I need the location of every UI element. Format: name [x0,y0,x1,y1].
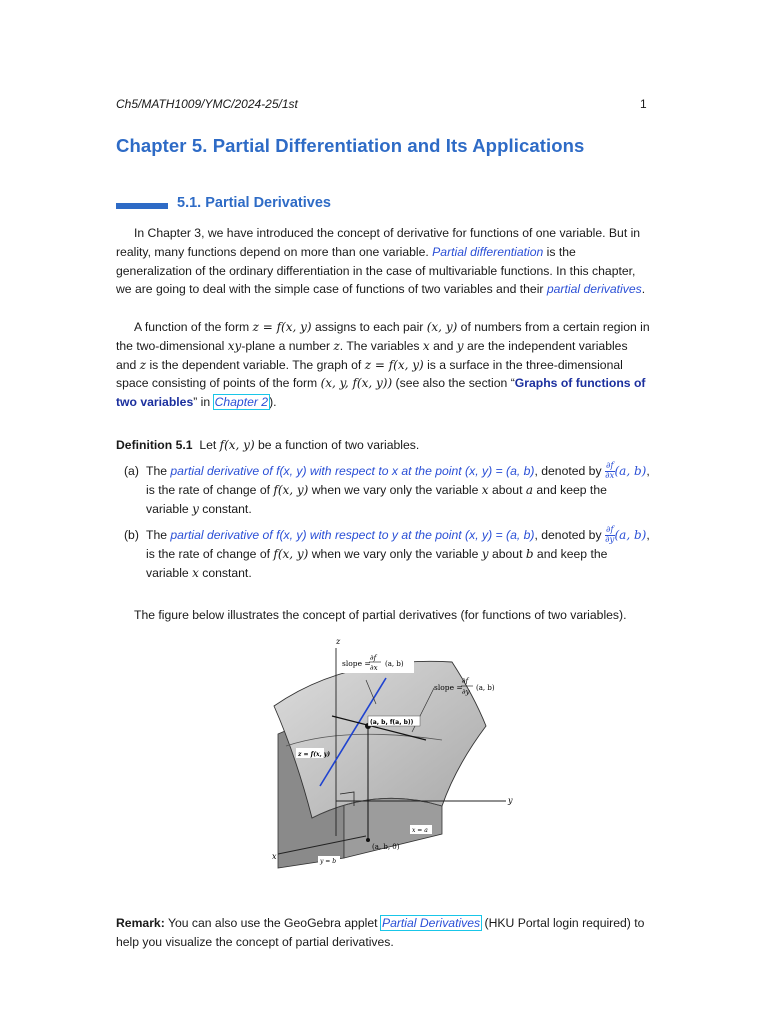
math-expr: (x, y) [426,320,458,334]
svg-text:(a, b): (a, b) [385,660,404,668]
partial-y-fraction: $\frac{\partial f}{\partial y}$ [605,525,615,546]
plane-y-b-label [318,856,340,865]
text-run: about [488,547,526,562]
math-expr: z [139,357,147,372]
text-run: is the generalization of the ordinary differentiation in the case of multivariable functions. In this chapter, we are going to deal with the simple case of functions of two variables and their [116,244,636,297]
math-expr: f(x, y) [219,438,255,452]
text-run: , is the rate of change of [146,528,650,562]
math-expr: x [481,483,489,498]
intro-paragraph [116,224,650,299]
text-run: be a function of two variables. [254,438,420,452]
text-run: about [488,483,526,498]
partial-differentiation-link[interactable]: Partial differentiation [432,244,544,259]
point-label [368,716,420,726]
graphs-section-link[interactable]: Graphs of functions of two variables [116,376,646,410]
svg-text:∂f: ∂f [370,654,377,662]
text-run: and keep the variable [146,483,607,517]
page-number: 1 [640,97,647,111]
text-run: The [146,464,171,478]
text-run: constant. [198,566,252,581]
definition-item-b [124,526,650,583]
math-expr: y [456,338,464,353]
svg-text:y = b: y = b [320,858,337,865]
math-expr: (a, b) [614,464,647,478]
text-run: when we vary only the variable [308,483,482,498]
text-run: of numbers from a certain region in the two-dimensional [116,320,650,353]
text-run: , denoted by [534,528,605,542]
math-expr: (x, y, f(x, y)) [320,376,393,391]
text-run: In Chapter 3, we have introduced the concept of derivative for functions of one variable. But in reality, many functions depend on more than one variable. [116,226,641,259]
text-run: . The variables [339,338,423,353]
plane-x-a-label [410,825,432,834]
chapter-title: Chapter 5. Partial Differentiation and Its Applications [116,135,585,156]
text-run: when we vary only the variable [308,547,482,562]
definition-item-a [124,462,650,519]
text-run: , is the rate of change of [146,464,650,498]
item-label: (b) [124,528,139,542]
partial-derivative-x-link[interactable]: partial derivative of f(x, y) with respect to x at the point (x, y) = (a, b) [170,464,535,478]
partial-derivatives-link[interactable]: partial derivatives [546,282,642,297]
math-expr: (a, b) [614,528,647,542]
text-run: is a surface in the three-dimensional space consisting of points of the form [116,357,623,391]
svg-text:∂y: ∂y [462,688,470,696]
item-label: (a) [124,464,139,478]
remark-paragraph [116,914,656,952]
math-expr: y [192,502,199,517]
text-run: Let [199,438,220,452]
math-expr: f(x, y) [273,483,309,498]
definition-label: Definition 5.1 [116,438,193,452]
geogebra-applet-link[interactable]: Partial Derivatives [381,916,481,930]
figure-intro-text: The figure below illustrates the concept of partial derivatives (for functions of two variables). [134,608,627,622]
text-run: A function of the form [134,320,253,334]
svg-text:slope =: slope = [342,659,371,668]
section-marker-bar [116,203,168,209]
text-run: The [146,528,171,542]
chapter-2-link[interactable]: Chapter 2 [214,395,269,410]
math-expr: z = f(x, y) [364,357,424,372]
function-paragraph [116,318,650,412]
section-title: 5.1. Partial Derivatives [177,195,331,211]
text-run: -plane a number [241,338,334,353]
base-point-label: (a, b, 0) [372,843,400,851]
svg-text:∂f: ∂f [462,677,469,685]
text-run: , denoted by [534,464,605,478]
remark-label: Remark: [116,916,165,930]
math-expr: x [192,566,199,581]
svg-text:slope =: slope = [434,683,463,692]
text-run: ). [269,395,277,410]
svg-text:∂x: ∂x [370,664,378,672]
text-run: is the dependent variable. The graph of [146,357,365,372]
figure-svg [256,636,522,874]
svg-text:(a, b): (a, b) [476,684,495,692]
partial-derivative-figure [256,636,522,874]
svg-text:(a, b, f(a, b)): (a, b, f(a, b)) [370,719,414,726]
text-run: (HKU Portal login required) to help you visualize the concept of partial derivatives. [116,916,645,949]
math-expr: a [525,483,534,498]
svg-text:z = f(x, y): z = f(x, y) [298,751,331,758]
definition-heading [116,438,419,452]
text-run: are the independent variables and [116,338,628,372]
math-expr: y [481,547,489,562]
text-run: constant. [198,502,252,517]
slope-label-x-partial [340,651,414,673]
partial-x-fraction: $\frac{\partial f}{\partial x}$ [605,461,615,482]
text-run: . [641,282,646,297]
text-run: ” in [193,395,214,410]
axis-y-label: y [508,796,513,805]
text-run: and keep the variable [146,547,608,581]
axis-x-label: x [272,852,277,861]
svg-text:x = a: x = a [412,827,428,834]
base-point-marker [366,838,370,842]
math-expr: xy [227,338,242,353]
math-expr: b [525,547,534,562]
text-run: and [429,338,457,353]
text-run: (see also the section “ [392,376,515,391]
running-header: Ch5/MATH1009/YMC/2024-25/1st [116,97,298,111]
math-expr: f(x, y) [273,547,309,562]
partial-derivative-y-link[interactable]: partial derivative of f(x, y) with respect to y at the point (x, y) = (a, b) [170,528,535,542]
math-expr: x [422,338,430,353]
math-expr: z = f(x, y) [252,320,312,334]
text-run: You can also use the GeoGebra applet [164,916,381,930]
text-run: assigns to each pair [311,320,427,334]
axis-z-label: z [336,637,341,646]
math-expr: z [333,338,340,353]
